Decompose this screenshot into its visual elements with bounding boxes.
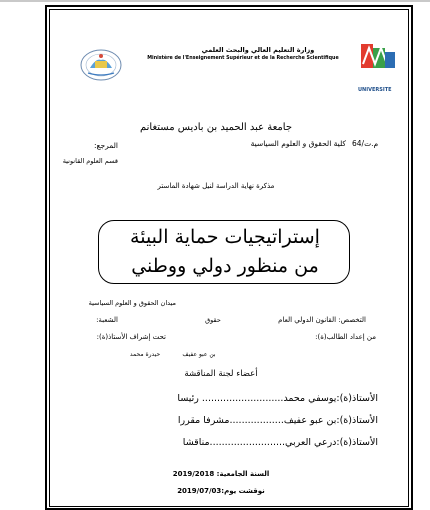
university-name: جامعة عبد الحميد بن باديس مستغانم [139,122,293,133]
committee-member: الأستاذ(ة):بن عبو عفيف..................مشرفا مقررا [177,415,378,426]
committee-member: الأستاذ(ة):يوسفي محمد........................... رئيسا [177,393,378,404]
student-name: حيدرة محمد [129,351,161,358]
department-name: قسم العلوم القانونية [62,157,118,165]
memo-subtitle: مذكرة نهاية الدراسة لنيل شهادة الماستر [157,182,275,190]
logo-right-caption: UNIVERSITE [358,87,392,93]
branch-label: الشعبة: [96,316,118,324]
university-emblem-icon [76,46,126,84]
faculty-name: كلية الحقوق و العلوم السياسية [250,139,346,148]
defense-date: نوقشت يوم:2019/07/03 [177,487,265,495]
prepared-by-label: من إعداد الطالب(ة): [315,333,376,341]
specialty: التخصص: القانون الدولي العام [278,316,366,324]
supervisor-label: تحت إشراف الأستاذ(ة): [96,333,166,341]
umab-logo-icon [359,42,399,86]
field-label: ميدان الحقوق و العلوم السياسية [88,299,176,307]
ministry-arabic: وزارة التعليم العالي والبحث العلمي [201,46,315,54]
supervisor-name: بن عبو عفيف [182,351,216,358]
page-sheet [6,2,424,510]
committee-member: الأستاذ(ة):درعي العربي.........................مناقشا [182,437,378,448]
ministry-french: Ministère de l'Enseignement Supérieur et de la Recherche Scientifique [147,56,339,61]
branch-value: حقوق [205,316,221,324]
thesis-title-box [98,220,350,284]
academic-year: السنة الجامعية: 2019/2018 [172,470,270,478]
committee-heading: أعضاء لجنة المناقشة [184,369,258,379]
thesis-title-line2: من منظور دولي ووطني [131,255,319,277]
reference-number: 64/م.ت [352,139,379,148]
thesis-title-line1: إستراتيجيات حماية البيئة [130,226,320,248]
reference-label: المرجع: [94,141,118,150]
